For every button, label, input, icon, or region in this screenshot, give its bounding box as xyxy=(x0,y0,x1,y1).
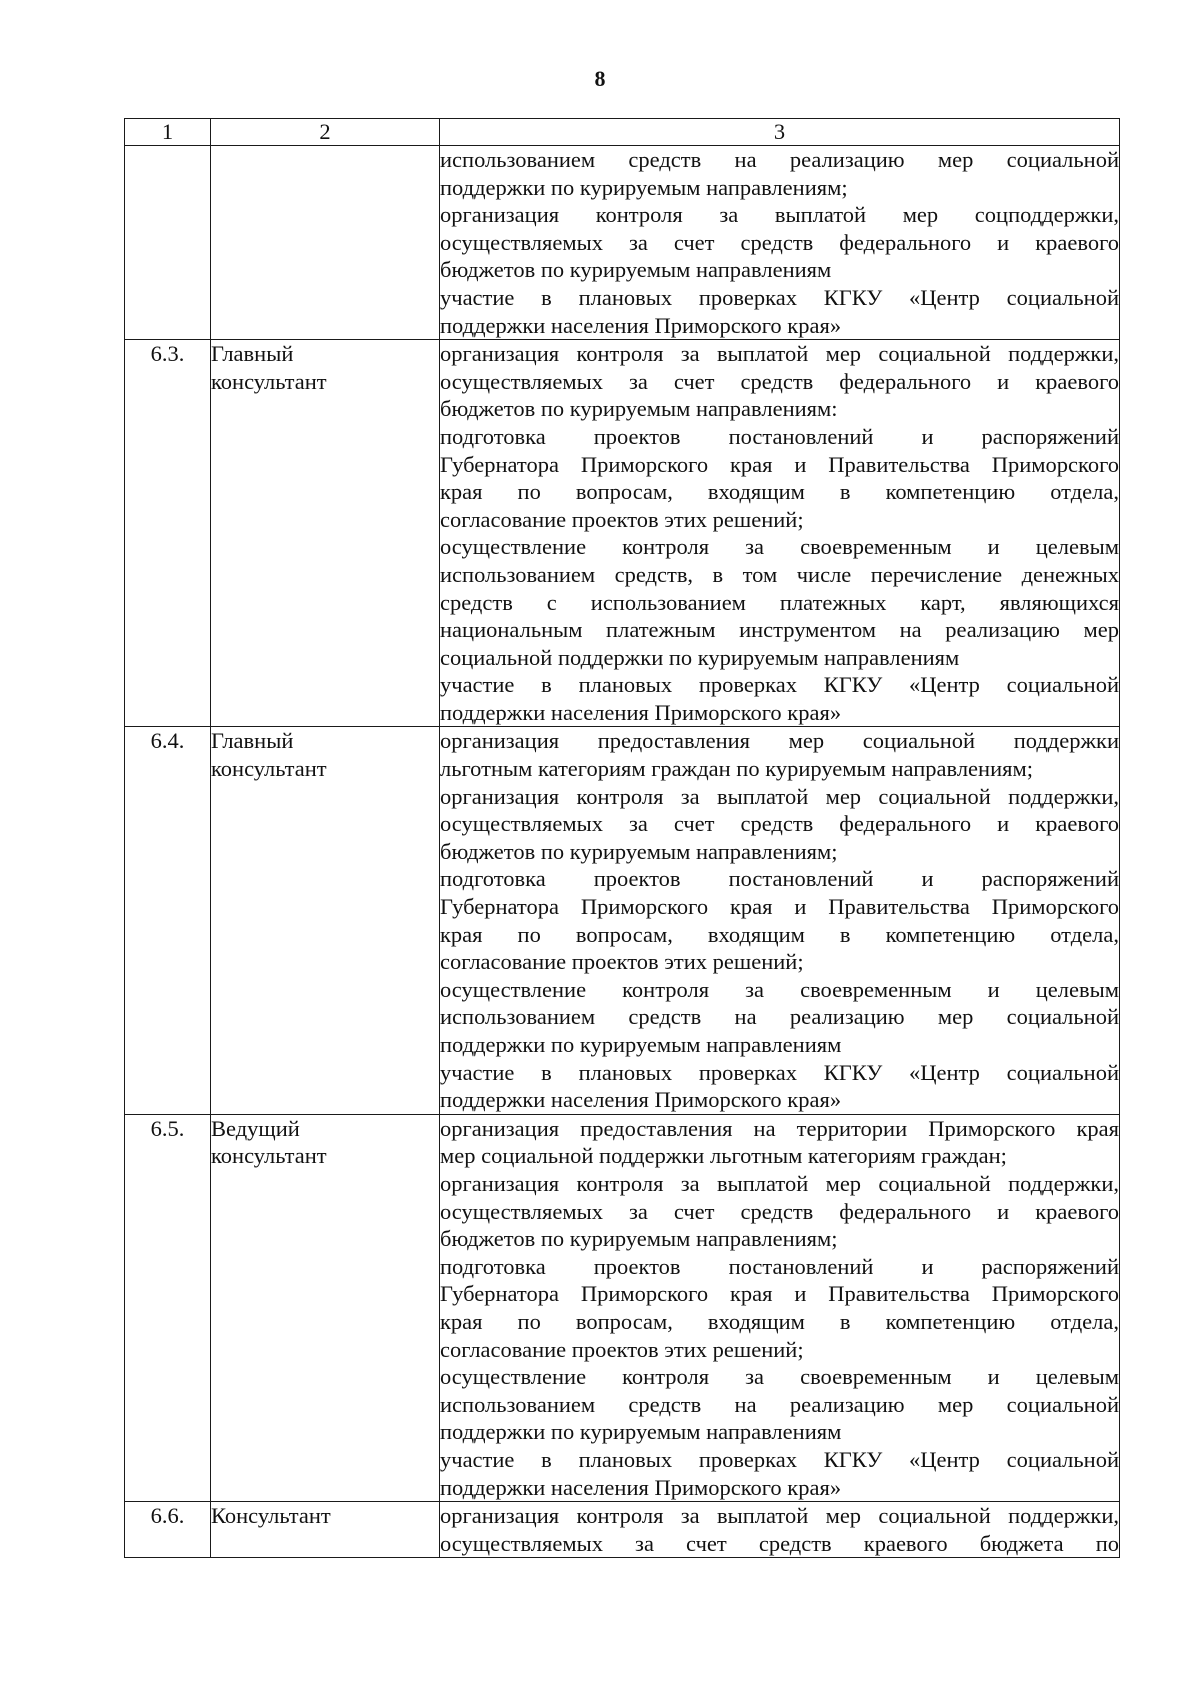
duty-text-line: поддержки по курируемым направлениям; xyxy=(440,174,848,200)
duty-text-line: осуществляемых за счет средств федерального и краевого xyxy=(440,229,1119,255)
row-number-cell: 6.5. xyxy=(125,1114,211,1501)
row-number-cell: 6.6. xyxy=(125,1502,211,1558)
duty-text-line: участие в плановых проверках КГКУ «Центр социальной xyxy=(440,284,1119,310)
duty-text-line: Губернатора Приморского края и Правительства Приморского xyxy=(440,1281,1119,1307)
table-body xyxy=(125,146,1120,1558)
table-row xyxy=(125,146,1120,340)
duty-text-line: средств с использованием платежных карт, являющихся xyxy=(440,589,1119,615)
duty-text-line: использованием средств на реализацию мер социальной xyxy=(440,147,1119,172)
duty-text-line: подготовка проектов постановлений и распоряжений xyxy=(440,1253,1119,1279)
page-number: 8 xyxy=(594,66,606,91)
table-row xyxy=(125,340,1120,727)
duties-cell xyxy=(440,1502,1120,1558)
duty-text-line: организация предоставления на территории Приморского края xyxy=(440,1115,1119,1141)
duty-text-line: бюджетов по курируемым направлениям xyxy=(440,257,832,283)
duty-text-line: осуществление контроля за своевременным и целевым xyxy=(440,534,1119,560)
duty-text-line: бюджетов по курируемым направлениям: xyxy=(440,396,838,422)
duty-text-line: согласование проектов этих решений; xyxy=(440,1336,804,1362)
duty-text-line: организация контроля за выплатой мер социальной поддержки, xyxy=(440,341,1119,367)
duties-cell xyxy=(440,1114,1120,1501)
duty-text-line: поддержки по курируемым направлениям xyxy=(440,1032,842,1057)
duty-text-line: использованием средств, в том числе перечисление денежных xyxy=(440,561,1119,587)
duty-text-line: организация контроля за выплатой мер социальной поддержки, xyxy=(440,1170,1119,1196)
table-row xyxy=(125,1114,1120,1501)
duties-cell xyxy=(440,340,1120,727)
duty-text-line: участие в плановых проверках КГКУ «Центр социальной xyxy=(440,1446,1119,1472)
duty-text-line: края по вопросам, входящим в компетенцию отдела, xyxy=(440,921,1119,947)
duty-text-line: организация контроля за выплатой мер социальной поддержки, xyxy=(440,1503,1119,1529)
row-number-cell xyxy=(125,146,211,340)
duty-text-line: поддержки населения Приморского края» xyxy=(440,312,842,338)
duty-text-line: осуществляемых за счет средств федерального и краевого xyxy=(440,811,1119,837)
duty-text-line: подготовка проектов постановлений и распоряжений xyxy=(440,866,1119,892)
duty-text-line: бюджетов по курируемым направлениям; xyxy=(440,1226,838,1252)
duty-text-line: согласование проектов этих решений; xyxy=(440,949,804,975)
position-cell xyxy=(211,146,440,340)
duty-text-line: организация контроля за выплатой мер социальной поддержки, xyxy=(440,783,1119,809)
duty-text-line: поддержки населения Приморского края» xyxy=(440,1087,842,1113)
duty-text-line: бюджетов по курируемым направлениям; xyxy=(440,838,838,864)
duty-text-line: поддержки населения Приморского края» xyxy=(440,1474,842,1500)
duties-cell xyxy=(440,727,1120,1114)
table-row xyxy=(125,1502,1120,1558)
position-cell xyxy=(211,1114,440,1501)
position-title-line: консультант xyxy=(211,1143,327,1169)
duty-text-line: мер социальной поддержки льготным категориям граждан; xyxy=(440,1143,1007,1169)
duty-text-line: осуществляемых за счет средств краевого бюджета по xyxy=(440,1530,1119,1556)
duty-text-line: поддержки населения Приморского края» xyxy=(440,699,842,725)
duty-text-line: социальной поддержки по курируемым направлениям xyxy=(440,644,960,670)
duties-cell xyxy=(440,146,1120,340)
column-header-number: 1 xyxy=(125,119,211,146)
duty-text-line: согласование проектов этих решений; xyxy=(440,506,804,532)
row-number-cell: 6.4. xyxy=(125,727,211,1114)
position-title-line: Главный xyxy=(211,728,294,754)
duties-table xyxy=(124,118,1120,1558)
duty-text-line: использованием средств на реализацию мер социальной xyxy=(440,1391,1119,1417)
position-title-line: консультант xyxy=(211,368,327,394)
duty-text-line: использованием средств на реализацию мер социальной xyxy=(440,1004,1119,1030)
position-cell xyxy=(211,1502,440,1558)
duty-text-line: организация предоставления мер социальной поддержки xyxy=(440,728,1119,754)
duty-text-line: организация контроля за выплатой мер соцподдержки, xyxy=(440,202,1119,228)
duty-text-line: осуществляемых за счет средств федерального и краевого xyxy=(440,368,1119,394)
position-title-line: Главный xyxy=(211,341,294,367)
duty-text-line: льготным категориям граждан по курируемым направлениям; xyxy=(440,756,1033,782)
duty-text-line: Губернатора Приморского края и Правительства Приморского xyxy=(440,451,1119,477)
duty-text-line: подготовка проектов постановлений и распоряжений xyxy=(440,423,1119,449)
duty-text-line: национальным платежным инструментом на реализацию мер xyxy=(440,617,1119,643)
table-header-row xyxy=(125,119,1120,146)
position-cell xyxy=(211,727,440,1114)
duty-text-line: участие в плановых проверках КГКУ «Центр социальной xyxy=(440,672,1119,698)
duty-text-line: поддержки по курируемым направлениям xyxy=(440,1419,842,1445)
table-row xyxy=(125,727,1120,1114)
duty-text-line: осуществление контроля за своевременным и целевым xyxy=(440,1364,1119,1390)
position-cell xyxy=(211,340,440,727)
duty-text-line: края по вопросам, входящим в компетенцию отдела, xyxy=(440,1308,1119,1334)
duty-text-line: Губернатора Приморского края и Правительства Приморского xyxy=(440,894,1119,920)
row-number-cell: 6.3. xyxy=(125,340,211,727)
position-title-line: Консультант xyxy=(211,1503,331,1529)
duty-text-line: края по вопросам, входящим в компетенцию отдела, xyxy=(440,479,1119,505)
duty-text-line: участие в плановых проверках КГКУ «Центр социальной xyxy=(440,1059,1119,1085)
column-header-duties: 3 xyxy=(440,119,1120,146)
duty-text-line: осуществление контроля за своевременным и целевым xyxy=(440,976,1119,1002)
position-title-line: Ведущий xyxy=(211,1115,300,1141)
position-title-line: консультант xyxy=(211,756,327,782)
column-header-position: 2 xyxy=(211,119,440,146)
duty-text-line: осуществляемых за счет средств федерального и краевого xyxy=(440,1198,1119,1224)
